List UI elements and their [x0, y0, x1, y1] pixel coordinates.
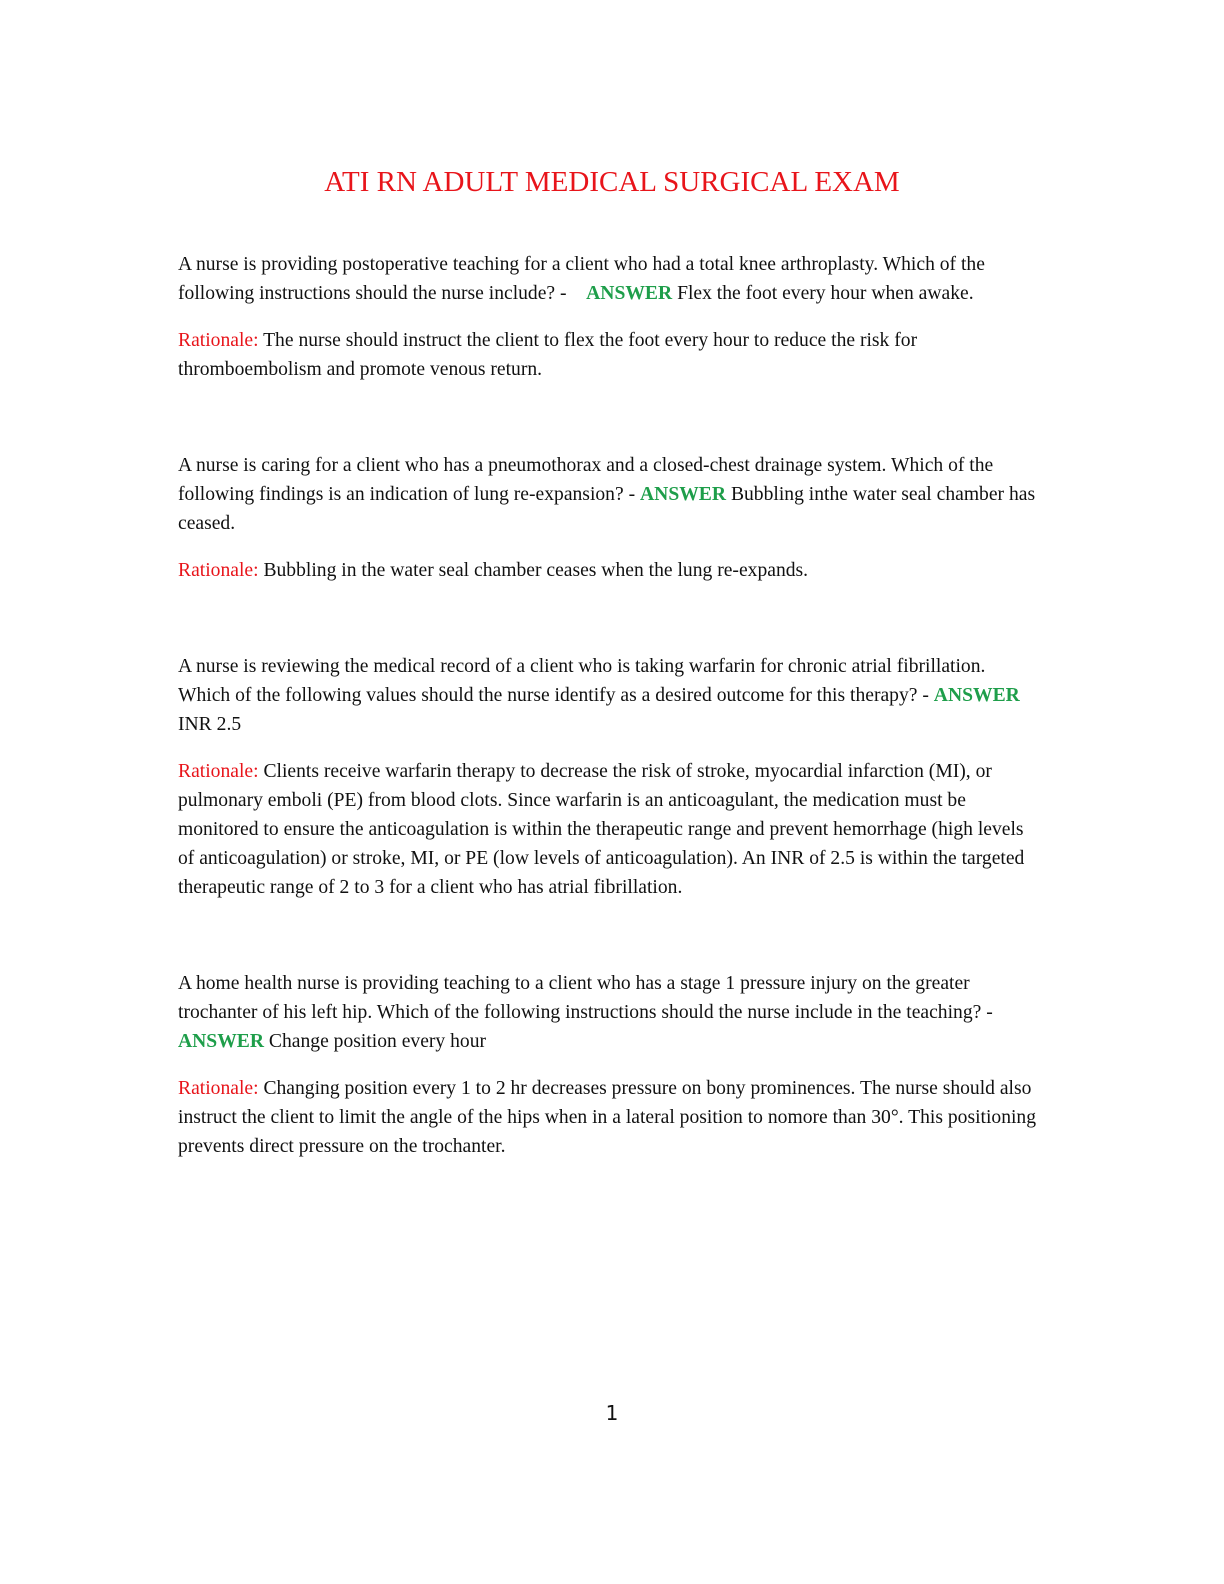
question-paragraph — [178, 250, 1038, 308]
rationale-text: The nurse should instruct the client to flex the foot every hour to reduce the risk for thromboembolism and promote venous return. — [178, 330, 918, 380]
rationale-label: Rationale: — [178, 761, 259, 782]
answer-label: ANSWER — [640, 484, 727, 505]
rationale-paragraph — [178, 326, 1038, 384]
rationale-text: Changing position every 1 to 2 hr decreases pressure on bony prominences. The nurse should also instruct the client to limit the angle of the hips when in a lateral position to nomore than 30°. This positioning prevents direct pressure on the trochanter. — [178, 1078, 1037, 1157]
spacer — [178, 585, 1038, 652]
answer-label: ANSWER — [178, 1031, 265, 1052]
qa-item — [178, 652, 1038, 902]
question-text: A nurse is providing postoperative teaching for a client who had a total knee arthroplasty. Which of the following instructions should the nurse include? - — [178, 254, 985, 304]
rationale-label: Rationale: — [178, 1078, 259, 1099]
document-title: ATI RN ADULT MEDICAL SURGICAL EXAM — [324, 166, 900, 199]
answer-text: Change position every hour — [268, 1031, 487, 1052]
spacer — [178, 384, 1038, 451]
question-text: A home health nurse is providing teaching to a client who has a stage 1 pressure injury on the greater trochanter of his left hip. Which of the following instructions should the nurse include in the teaching? - — [178, 973, 993, 1023]
answer-label: ANSWER — [586, 283, 673, 304]
answer-text: INR 2.5 — [178, 714, 242, 735]
rationale-text: Clients receive warfarin therapy to decrease the risk of stroke, myocardial infarction (MI), or pulmonary emboli (PE) from blood clots. Since warfarin is an anticoagulant, the medication must be monitored to ensure the anticoagulation is within the therapeutic range and prevent hemorrhage (high levels of anticoagulation) or stroke, MI, or PE (low levels of anticoagulation). An INR of 2.5 is within the targeted therapeutic range of 2 to 3 for a client who has atrial fibrillation. — [178, 761, 1025, 898]
qa-list — [178, 250, 1038, 1161]
rationale-paragraph — [178, 1074, 1038, 1161]
rationale-label: Rationale: — [178, 560, 259, 581]
question-text: A nurse is reviewing the medical record of a client who is taking warfarin for chronic atrial fibrillation. Which of the following values should the nurse identify as a desired outcome for this therapy? - — [178, 656, 986, 706]
qa-item — [178, 969, 1038, 1161]
qa-item — [178, 250, 1038, 384]
rationale-paragraph — [178, 556, 1038, 585]
question-text: A nurse is caring for a client who has a pneumothorax and a closed-chest drainage system. Which of the following findings is an indication of lung re-expansion? - — [178, 455, 994, 505]
answer-label: ANSWER — [933, 685, 1020, 706]
rationale-label: Rationale: — [178, 330, 259, 351]
answer-text: Flex the foot every hour when awake. — [677, 283, 974, 304]
qa-item — [178, 451, 1038, 585]
question-paragraph — [178, 969, 1038, 1056]
question-paragraph — [178, 451, 1038, 538]
answer-text: Bubbling inthe water seal chamber has ceased. — [178, 484, 1036, 534]
question-paragraph — [178, 652, 1038, 739]
rationale-paragraph — [178, 757, 1038, 902]
page-number: 1 — [605, 1401, 619, 1425]
spacer — [178, 902, 1038, 969]
rationale-text: Bubbling in the water seal chamber ceases when the lung re-expands. — [263, 560, 809, 581]
